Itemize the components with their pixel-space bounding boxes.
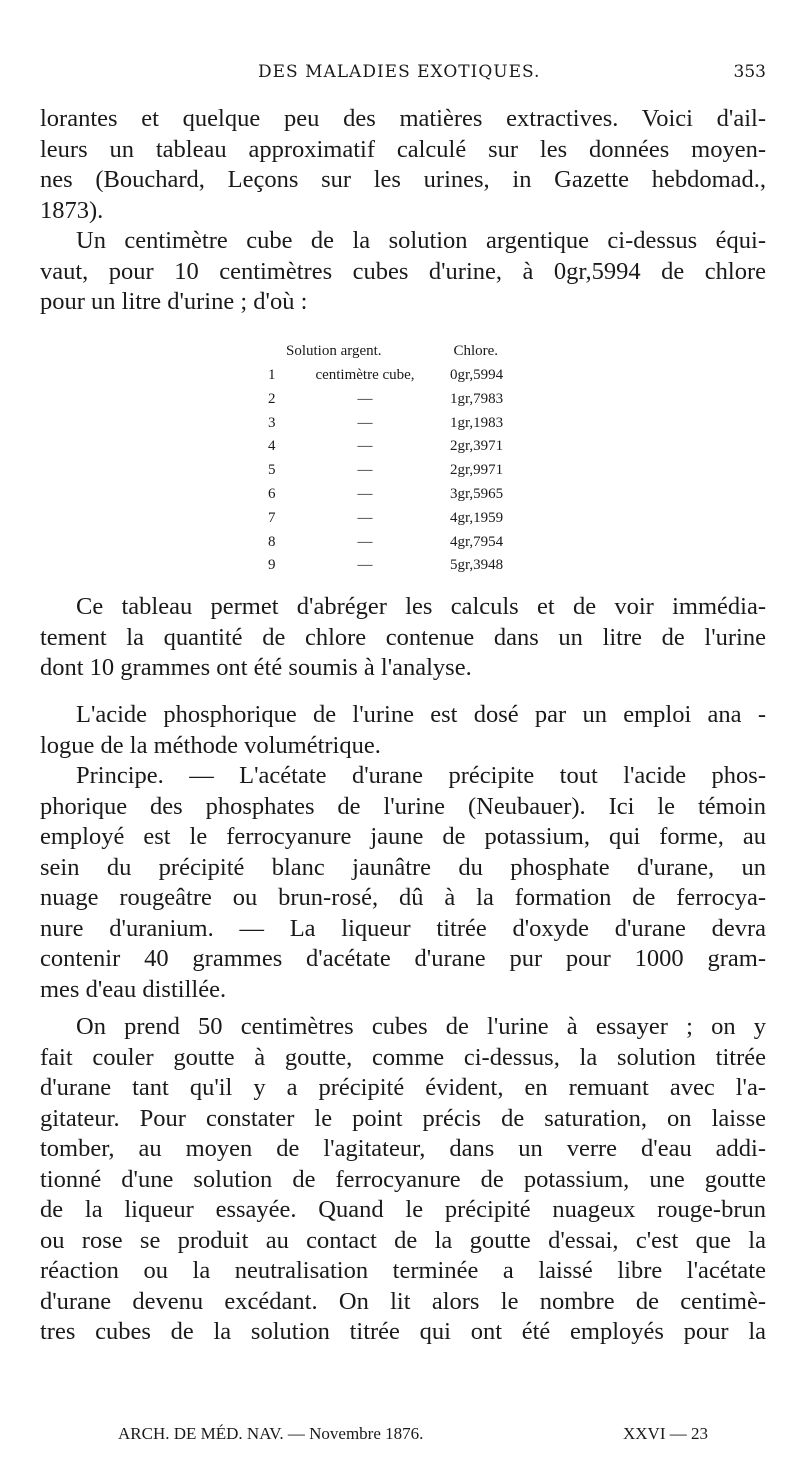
- text-line: réaction ou la neutralisation terminée a laissé libre l'acétate: [40, 1257, 766, 1284]
- page-number: 353: [733, 62, 766, 82]
- table-row: [268, 412, 548, 436]
- row-value: 5gr,3948: [450, 557, 504, 574]
- table-row: [268, 507, 548, 531]
- row-number: 8: [268, 533, 276, 550]
- table-row: [268, 459, 548, 483]
- chlorine-table: [268, 340, 548, 578]
- text-line: L'acide phosphorique de l'urine est dosé par un emploi ana -: [76, 701, 766, 728]
- text-line: nure d'uranium. — La liqueur titrée d'oxyde d'urane devra: [40, 914, 766, 942]
- row-unit: centimètre cube,: [315, 367, 415, 383]
- table-row: [268, 435, 548, 459]
- text-line: tres cubes de la solution titrée qui ont été employés pour la: [40, 1318, 766, 1345]
- row-unit: —: [357, 509, 373, 526]
- row-number: 2: [268, 390, 276, 407]
- paragraph-intro: [40, 104, 766, 226]
- paragraph-equivalence: [40, 226, 766, 318]
- row-unit: —: [357, 485, 373, 502]
- text-line: Principe. — L'acétate d'urane précipite tout l'acide phos-: [76, 762, 766, 789]
- text-line: tomber, au moyen de l'agitateur, dans un verre d'eau addi-: [40, 1135, 766, 1162]
- text-line: lorantes et quelque peu des matières extractives. Voici d'ail-: [40, 105, 766, 132]
- paragraph-principe: [40, 761, 766, 1005]
- paragraph-phosphoric-acid: [40, 700, 766, 761]
- text-line: vaut, pour 10 centimètres cubes d'urine, à 0gr,5994 de chlore: [40, 257, 766, 285]
- table-row: [268, 483, 548, 507]
- column-header-solution: Solution argent.: [286, 343, 382, 359]
- text-line: nes (Bouchard, Leçons sur les urines, in Gazette hebdomad.,: [40, 166, 766, 193]
- text-line: mes d'eau distillée.: [40, 975, 227, 1003]
- row-unit: —: [357, 414, 373, 431]
- text-line: fait couler goutte à goutte, comme ci-dessus, la solution titrée: [40, 1043, 766, 1071]
- table-header: [268, 340, 548, 364]
- row-value: 3gr,5965: [450, 485, 504, 502]
- text-line: de la liqueur essayée. Quand le précipité nuageux rouge-brun: [40, 1196, 766, 1223]
- row-number: 5: [268, 462, 276, 479]
- text-line: On prend 50 centimètres cubes de l'urine à essayer ; on y: [76, 1013, 766, 1040]
- table-row: [268, 388, 548, 412]
- text-line: d'urane tant qu'il y a précipité évident, en remuant avec l'a-: [40, 1074, 766, 1101]
- row-value: 2gr,9971: [450, 462, 504, 479]
- text-line: Ce tableau permet d'abréger les calculs et de voir immédia-: [76, 593, 766, 620]
- row-unit: —: [357, 390, 373, 407]
- row-value: 4gr,7954: [450, 533, 504, 550]
- text-line: 1873).: [40, 196, 104, 224]
- table-row: [268, 364, 548, 388]
- row-value: 2gr,3971: [450, 438, 504, 455]
- row-value: 4gr,1959: [450, 509, 504, 526]
- text-line: sein du précipité blanc jaunâtre du phosphate d'urane, un: [40, 853, 766, 881]
- text-line: nuage rougeâtre ou brun-rosé, dû à la formation de ferrocya-: [40, 884, 766, 911]
- row-number: 1: [268, 367, 276, 383]
- text-line: tement la quantité de chlore contenue dans un litre de l'urine: [40, 623, 766, 651]
- text-line: dont 10 grammes ont été soumis à l'analyse.: [40, 654, 472, 681]
- running-title: DES MALADIES EXOTIQUES.: [258, 62, 541, 82]
- text-line: tionné d'une solution de ferrocyanure de potassium, une goutte: [40, 1165, 766, 1193]
- row-value: 1gr,7983: [450, 390, 504, 407]
- row-number: 7: [268, 509, 276, 526]
- row-unit: —: [357, 438, 373, 455]
- row-value: 0gr,5994: [450, 367, 504, 383]
- table-row: [268, 531, 548, 555]
- row-number: 6: [268, 485, 276, 502]
- paragraph-table-usage: [40, 592, 766, 684]
- text-line: logue de la méthode volumétrique.: [40, 731, 381, 759]
- paragraph-procedure: [40, 1012, 766, 1348]
- text-line: ou rose se produit au contact de la goutte d'essai, c'est que la: [40, 1226, 766, 1254]
- text-line: gitateur. Pour constater le point précis de saturation, on laisse: [40, 1104, 766, 1132]
- text-line: leurs un tableau approximatif calculé sur les données moyen-: [40, 135, 766, 163]
- footer-signature: XXVI — 23: [623, 1424, 708, 1443]
- row-unit: —: [357, 557, 373, 574]
- text-line: pour un litre d'urine ; d'où :: [40, 288, 308, 315]
- text-line: d'urane devenu excédant. On lit alors le nombre de centimè-: [40, 1287, 766, 1315]
- footer-journal: ARCH. DE MÉD. NAV. — Novembre 1876.: [118, 1424, 424, 1443]
- row-unit: —: [357, 533, 373, 550]
- row-value: 1gr,1983: [450, 414, 504, 431]
- page-header: [40, 62, 766, 92]
- row-number: 3: [268, 414, 276, 431]
- row-number: 9: [268, 557, 276, 574]
- text-line: employé est le ferrocyanure jaune de potassium, qui forme, au: [40, 823, 766, 850]
- text-line: Un centimètre cube de la solution argentique ci-dessus équi-: [76, 227, 766, 254]
- table-row: [268, 554, 548, 578]
- page-footer: [118, 1424, 708, 1450]
- row-number: 4: [268, 438, 276, 455]
- column-header-chlore: Chlore.: [453, 343, 499, 359]
- text-line: contenir 40 grammes d'acétate d'urane pur pour 1000 gram-: [40, 945, 766, 972]
- text-line: phorique des phosphates de l'urine (Neubauer). Ici le témoin: [40, 792, 766, 820]
- row-unit: —: [357, 462, 373, 479]
